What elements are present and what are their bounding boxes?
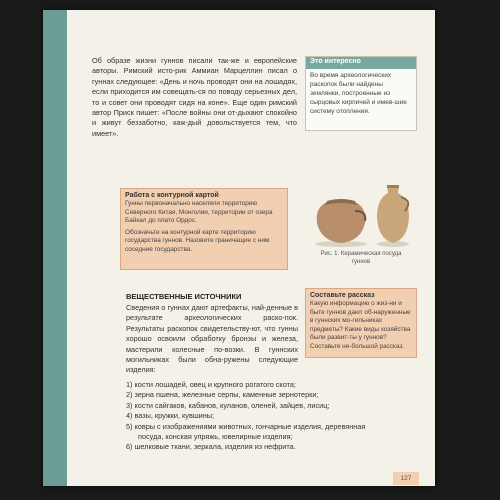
interest-box-title: Это интересно — [306, 57, 416, 69]
story-task-text: Какую информацию о жиз-ни и быте гуннов дают об-наруженные в гуннских мо-гильниках предметы? Какие виды хозяйства были развит-ты у гуннов? Составьте не-большой рассказ. — [310, 300, 411, 350]
list-item: посуда, конская упряжь, ювелирные изделия; — [138, 432, 293, 442]
list-item: 2) зерна пшена, железные серпы, каменные зернотерки; — [126, 390, 319, 400]
pottery-figure — [305, 181, 415, 249]
page-gutter — [43, 10, 67, 486]
map-task-box — [120, 188, 288, 270]
map-task-text-1: Гунны первоначально населяли территорию Северного Китая, Монголии, территории от озера Байкал до плато Ордос. — [125, 200, 273, 225]
textbook-page — [43, 10, 435, 486]
interest-box-text: Во время археологических раскопок были найдены землянки, построенные из сырцовых кирпичей и имев-шие систему отопления. — [310, 72, 407, 115]
list-item: 4) вазы, кружки, кувшины; — [126, 411, 215, 421]
list-item: 1) кости лошадей, овец и крупного рогатого скота; — [126, 380, 296, 389]
list-item: 6) шелковые ткани, зеркала, изделия из нефрита. — [126, 442, 296, 452]
page-number: 127 — [393, 472, 419, 485]
figure-caption: Рис. 1. Керамическая посуда гуннов — [320, 251, 402, 265]
main-paragraph: Об образе жизни гуннов писали так-же и европейские авторы. Римский исто-рик Аммиан Марцеллин писал о гуннах следующее: «День и ночь проводят они на лошадях, если приходится им совещать-ся по поводу серьезных дел, то и совет они проводят сидя на коне». Еще один римский автор Приск пишет: «После войны они от-дыхают спокойно и живут беззаботно, каж-дый довольствуется тем, что имеет». — [92, 56, 297, 138]
section-title: ВЕЩЕСТВЕННЫЕ ИСТОЧНИКИ — [126, 292, 242, 301]
map-task-text-2: Обозначьте на контурной карте территорию государства гуннов. Назовите граничащие с ним соседние государства. — [125, 228, 270, 253]
findings-list — [126, 380, 416, 453]
story-task-title: Составьте рассказ — [310, 292, 375, 299]
story-task-box — [305, 288, 417, 358]
list-item: 5) ковры с изображениями животных, гончарные изделия, деревянная — [126, 421, 366, 431]
sources-paragraph: Сведения о гуннах дают артефакты, най-денные в результате археологических раско-пок. Результаты раскопок свидетельству-ют, что гунны хорошо освоили обработку бронзы и железа, мастерили колесные по-возки. В гуннских могильниках были обна-ружены следующие изделия: — [126, 303, 298, 375]
list-item: 3) кости сайгаков, кабанов, куланов, оленей, зайцев, лисиц; — [126, 400, 330, 410]
interest-box — [305, 56, 417, 131]
map-task-title: Работа с контурной картой — [125, 192, 219, 199]
